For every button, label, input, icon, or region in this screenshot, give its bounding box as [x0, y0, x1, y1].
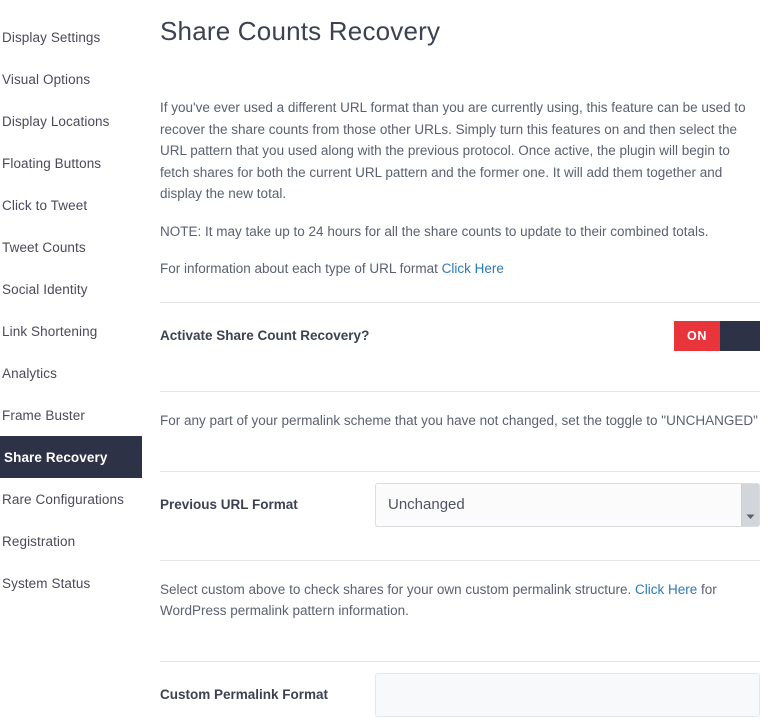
sidebar-item-label: Floating Buttons [2, 155, 102, 171]
previous-url-format-control [370, 483, 760, 527]
sidebar-item-label: Social Identity [2, 281, 88, 297]
sidebar-item-label: Rare Configurations [2, 491, 124, 507]
sidebar-item-label: Display Locations [2, 113, 110, 129]
sidebar-item-label: Visual Options [2, 71, 91, 87]
chevron-down-icon[interactable] [741, 484, 759, 526]
custom-note-prefix: Select custom above to check shares for your own custom permalink structure. [160, 581, 635, 597]
url-format-click-here-link[interactable]: Click Here [441, 261, 504, 276]
intro-paragraph: If you've ever used a different URL format than you are currently using, this feature can be used to recover the share counts from those other URLs. Simply turn this features on and then select the URL pattern that you used along with the previous protocol. Once active, the plugin will begin to fetch shares for both the current URL pattern and the former one. It will add them together and display the new total. [160, 100, 746, 201]
custom-permalink-format-input[interactable] [375, 673, 760, 717]
activate-label: Activate Share Count Recovery? [160, 328, 370, 343]
sidebar-item-label: Link Shortening [2, 323, 98, 339]
custom-permalink-format-control [370, 673, 760, 717]
previous-url-format-label: Previous URL Format [160, 497, 298, 512]
sidebar-item-label: Share Recovery [4, 449, 108, 465]
custom-permalink-format-row [160, 662, 760, 728]
sidebar-item-label: Tweet Counts [2, 239, 86, 255]
custom-permalink-format-label: Custom Permalink Format [160, 687, 329, 702]
activate-toggle[interactable] [674, 321, 760, 351]
sidebar-item-label: Click to Tweet [2, 197, 88, 213]
sidebar-item-label: Frame Buster [2, 407, 85, 423]
previous-url-format-select[interactable] [375, 483, 760, 527]
sidebar-item-display-settings[interactable] [0, 16, 142, 58]
url-format-info-line [160, 258, 760, 280]
sidebar-item-display-locations[interactable] [0, 100, 142, 142]
previous-url-format-selected-value[interactable]: Unchanged [375, 483, 760, 527]
sidebar-item-label: System Status [2, 575, 91, 591]
sidebar-item-label: Display Settings [2, 29, 101, 45]
custom-note-suffix: for WordPress permalink pattern information. [160, 581, 717, 618]
custom-permalink-note [160, 561, 760, 639]
unchanged-note: For any part of your permalink scheme that you have not changed, set the toggle to "UNCHANGED" [160, 412, 758, 428]
note-paragraph: NOTE: It may take up to 24 hours for all the share counts to update to their combined totals. [160, 223, 709, 239]
toggle-on-label: ON [674, 321, 720, 351]
sidebar-top-spacer [0, 0, 142, 8]
sidebar-item-tweet-counts[interactable] [0, 226, 142, 268]
activate-share-count-recovery-row [160, 303, 760, 369]
activate-control [370, 321, 760, 351]
sidebar-item-social-identity[interactable] [0, 268, 142, 310]
url-format-info-prefix: For information about each type of URL format [160, 261, 442, 276]
sidebar-item-frame-buster[interactable] [0, 394, 142, 436]
sidebar-item-link-shortening[interactable] [0, 310, 142, 352]
sidebar [0, 0, 142, 658]
sidebar-item-system-status[interactable] [0, 562, 142, 604]
sidebar-item-registration[interactable] [0, 520, 142, 562]
sidebar-item-floating-buttons[interactable] [0, 142, 142, 184]
intro-text-block [160, 97, 760, 280]
wordpress-permalink-click-here-link[interactable]: Click Here [634, 581, 698, 597]
page-title: Share Counts Recovery [160, 16, 441, 46]
sidebar-item-click-to-tweet[interactable] [0, 184, 142, 226]
sidebar-item-visual-options[interactable] [0, 58, 142, 100]
sidebar-item-analytics[interactable] [0, 352, 142, 394]
toggle-knob[interactable] [720, 321, 760, 351]
sidebar-item-share-recovery[interactable] [0, 436, 142, 478]
main-content [142, 0, 768, 702]
sidebar-item-label: Registration [2, 533, 76, 549]
previous-url-format-row [160, 472, 760, 538]
sidebar-item-rare-configurations[interactable] [0, 478, 142, 520]
sidebar-item-label: Analytics [2, 365, 57, 381]
